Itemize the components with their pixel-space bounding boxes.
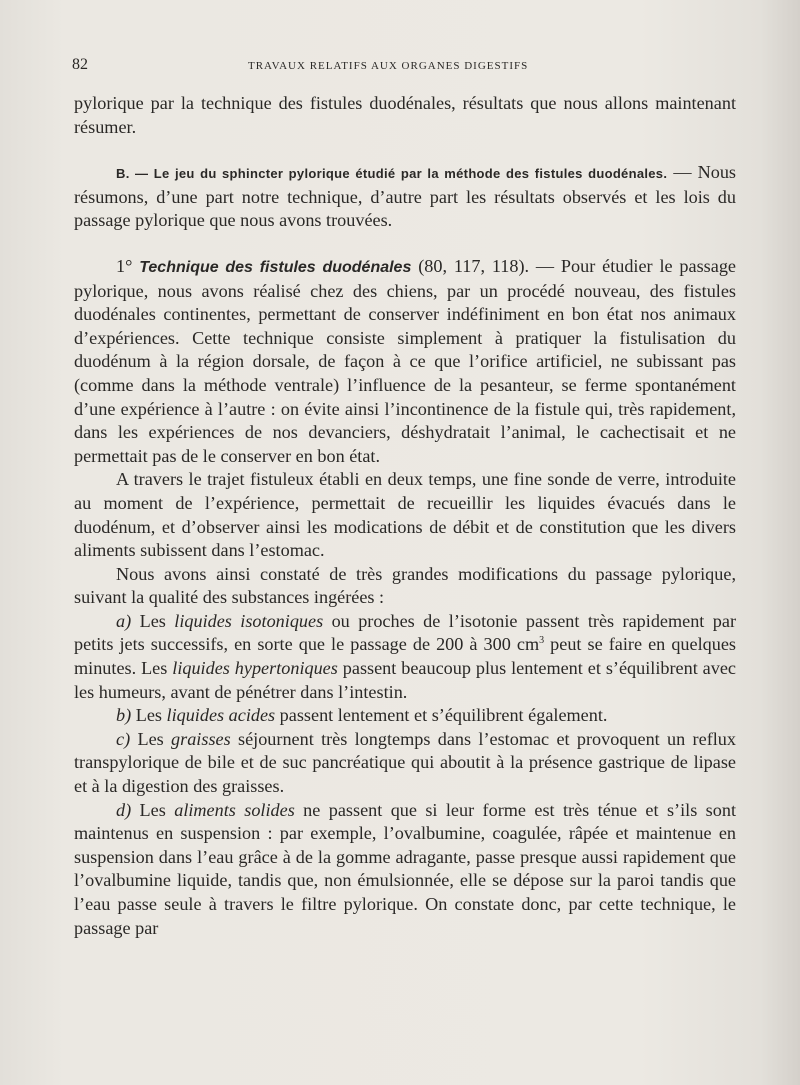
- item-a-text: peut se faire en quelques minutes. Les: [74, 634, 736, 679]
- list-item-b: [74, 704, 736, 728]
- page-number: 82: [72, 56, 88, 73]
- section-1-title: Technique des fistules duodénales: [139, 258, 412, 276]
- section-1-text: (80, 117, 118). — Pour étudier le passage pylorique, nous avons réalisé chez des chiens, par un procédé nouveau, des fistules duodénales continentes, permettant de conserver indéfiniment en bon état nos animaux d’expériences. Cette technique consiste simplement à pratiquer la fistulisation du duodénum à la région dorsale, de façon à ce que l’orifice artificiel, ne subissant pas (comme dans la méthode ventrale) l’influence de la pesanteur, se ferme spontanément d’une expérience à l’autre : on évite ainsi l’incontinence de la fistule qui, très rapidement, dans les expériences de nos devanciers, déshydratait l’animal, le cachectisait et ne permettait pas de le conserver en bon état.: [74, 255, 736, 466]
- item-a-text: Les: [131, 610, 175, 631]
- list-item-c: [74, 728, 736, 799]
- paragraph-technique: [74, 255, 736, 468]
- item-a-text: passent beaucoup plus lentement et s’équilibrent avec les humeurs, avant de pénétrer dans l’intestin.: [74, 658, 736, 702]
- list-item-a: [74, 610, 736, 704]
- running-title: TRAVAUX RELATIFS AUX ORGANES DIGESTIFS: [248, 60, 529, 72]
- item-a-superscript: 3: [539, 635, 545, 647]
- section-b-text: — Nous résumons, d’une part notre technique, d’autre part les résultats observés et les lois du passage pylorique que nous avons trouvées.: [74, 162, 736, 231]
- item-d-term: aliments solides: [174, 799, 295, 820]
- item-d-label: d): [116, 799, 132, 820]
- item-a-term-1: liquides isotoniques: [174, 610, 324, 631]
- item-b-text: passent lentement et s’équilibrent également.: [275, 705, 608, 726]
- item-b-term: liquides acides: [166, 705, 276, 726]
- item-d-text: Les: [131, 799, 175, 820]
- paragraph-continuation: pylorique par la technique des fistules duodénales, résultats que nous allons maintenant résumer.: [74, 93, 736, 137]
- item-b-label: b): [116, 705, 132, 726]
- item-a-label: a): [116, 610, 132, 631]
- list-item-d: [74, 799, 736, 941]
- item-a-term-2: liquides hypertoniques: [172, 658, 338, 679]
- page-body: [74, 92, 736, 940]
- item-b-text: Les: [131, 705, 167, 726]
- item-a-text: ou proches de l’isotonie passent très rapidement par petits jets successifs, en sorte que le passage de 200 à 300 cm: [74, 610, 737, 655]
- section-1-number: 1°: [116, 255, 133, 276]
- paragraph-section-b: [74, 161, 736, 233]
- item-c-text: séjournent très longtemps dans l’estomac et provoquent un reflux transpylorique de bile et de suc pancréatique qui aboutit à la présence gastrique de lipase et à la digestion des graisses.: [74, 728, 736, 797]
- paragraph-constate: Nous avons ainsi constaté de très grandes modifications du passage pylorique, suivant la qualité des substances ingérées :: [74, 563, 736, 608]
- item-d-text: ne passent que si leur forme est très ténue et s’ils sont maintenus en suspension : par exemple, l’ovalbumine, coagulée, râpée et maintenue en suspension dans l’eau grâce à de la gomme adragante, passe presque aussi rapidement que l’ovalbumine liquide, tandis que, non émulsionnée, elle se dépose sur la paroi tandis que l’eau passe seule à travers le filtre pylorique. On constate donc, par cette technique, le passage par: [74, 799, 736, 938]
- section-b-title: B. — Le jeu du sphincter pylorique étudié par la méthode des fistules duodénales.: [116, 166, 668, 182]
- item-c-text: Les: [130, 728, 172, 749]
- paragraph-travers: A travers le trajet fistuleux établi en deux temps, une fine sonde de verre, introduite au moment de l’expérience, permettait de recueillir les liquides évacués dans le duodénum, et d’observer ainsi les modications de débit et de constitution que les divers aliments subissent dans l’estomac.: [74, 469, 736, 561]
- item-c-term: graisses: [171, 728, 231, 749]
- item-c-label: c): [116, 728, 131, 749]
